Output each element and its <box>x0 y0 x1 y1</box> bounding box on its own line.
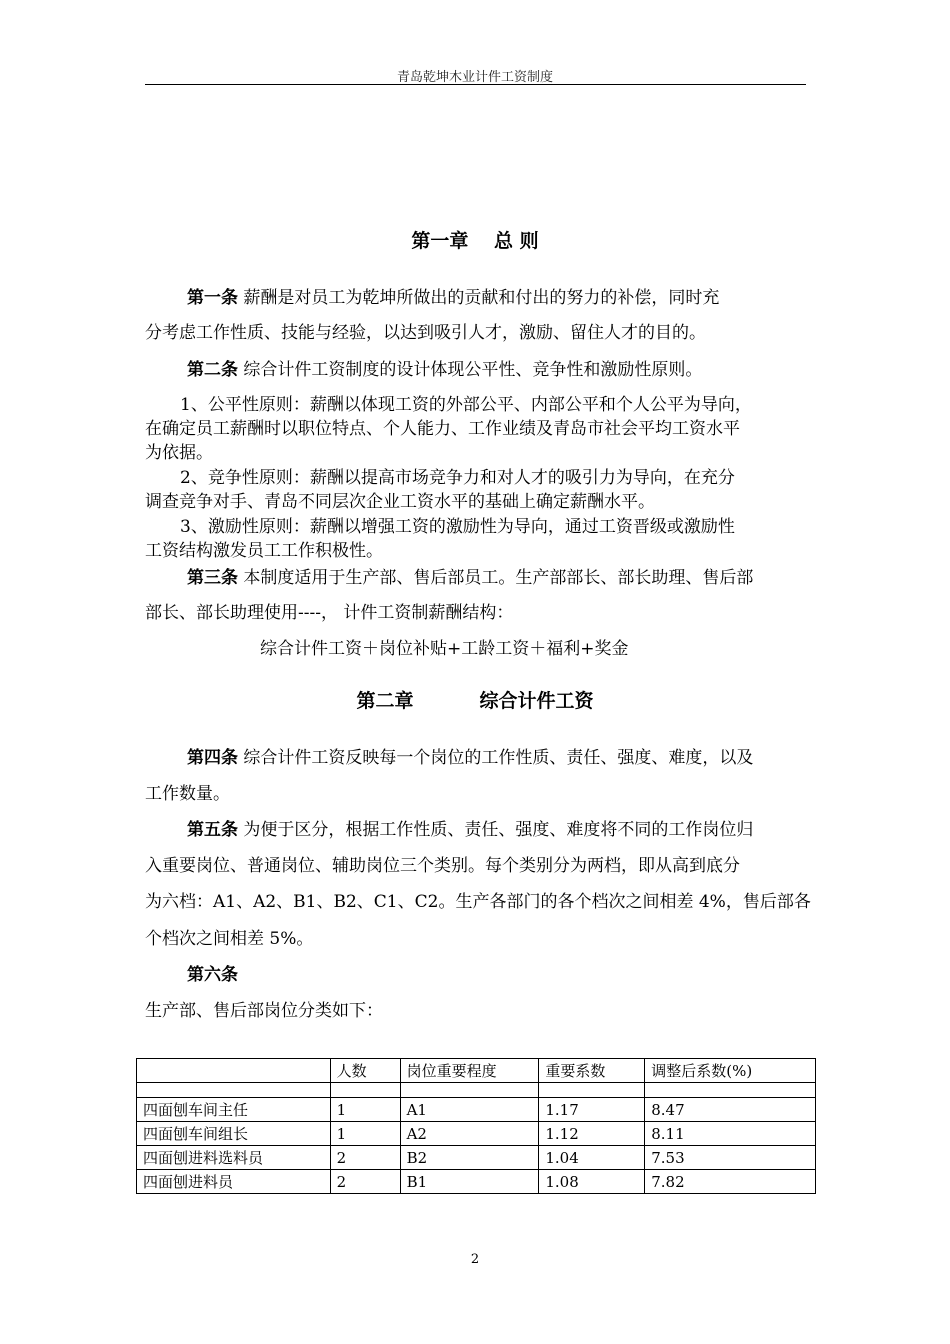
position-classification-table <box>136 1058 816 1194</box>
article-2-label: 第二条 <box>187 360 238 380</box>
article-5-label: 第五条 <box>187 820 238 840</box>
principle-1-line-1: 1、公平性原则：薪酬以体现工资的外部公平、内部公平和个人公平为导向， <box>180 395 752 415</box>
table-cell: 1.04 <box>539 1146 645 1170</box>
table-cell: 四面刨进料选料员 <box>137 1146 331 1170</box>
table-row <box>137 1146 816 1170</box>
article-3-line-1: 第三条 本制度适用于生产部、售后部员工。生产部部长、部长助理、售后部 <box>187 568 754 588</box>
table-header-cell: 重要系数 <box>539 1059 645 1083</box>
article-3-line-2: 部长、部长助理使用----， 计件工资制薪酬结构： <box>145 603 514 623</box>
article-5-line-2: 入重要岗位、普通岗位、辅助岗位三个类别。每个类别分为两档，即从高到底分 <box>145 856 740 876</box>
article-6-line <box>187 964 852 986</box>
chapter-2-title: 第二章 综合计件工资 <box>356 690 594 712</box>
header-divider <box>145 84 806 85</box>
table-row <box>137 1122 816 1146</box>
article-1-line-2: 分考虑工作性质、技能与经验，以达到吸引人才，激励、留住人才的目的。 <box>145 323 706 343</box>
article-5-line-4: 个档次之间相差 5%。 <box>145 929 314 949</box>
principle-1-line-3: 为依据。 <box>145 443 213 463</box>
salary-structure-formula: 综合计件工资＋岗位补贴+工龄工资＋福利+奖金 <box>260 639 629 659</box>
principle-1-line-2: 在确定员工薪酬时以职位特点、个人能力、工作业绩及青岛市社会平均工资水平 <box>145 419 740 439</box>
page-number: 2 <box>470 1252 480 1267</box>
principle-2-line-2: 调查竞争对手、青岛不同层次企业工资水平的基础上确定薪酬水平。 <box>145 492 655 512</box>
table-header-cell <box>137 1059 331 1083</box>
table-cell: A2 <box>400 1122 539 1146</box>
table-cell: 2 <box>330 1170 400 1194</box>
article-5-line-1: 第五条 为便于区分，根据工作性质、责任、强度、难度将不同的工作岗位归 <box>187 820 754 840</box>
principle-3-line-2: 工资结构激发员工工作积极性。 <box>145 541 383 561</box>
table-cell: 8.47 <box>645 1098 816 1122</box>
table-cell: 8.11 <box>645 1122 816 1146</box>
table-cell: B1 <box>400 1170 539 1194</box>
table-cell: B2 <box>400 1146 539 1170</box>
table-row <box>137 1098 816 1122</box>
page-header-title: 青岛乾坤木业计件工资制度 <box>396 70 553 85</box>
table-header-row <box>137 1059 816 1083</box>
article-4-label: 第四条 <box>187 748 238 768</box>
article-4-line-2: 工作数量。 <box>145 784 230 804</box>
article-6-intro: 生产部、售后部岗位分类如下： <box>145 1001 383 1021</box>
table-cell: 1.17 <box>539 1098 645 1122</box>
table-header-cell: 调整后系数(%) <box>645 1059 816 1083</box>
article-3-label: 第三条 <box>187 568 238 588</box>
article-1-label: 第一条 <box>187 288 238 308</box>
table-cell: 7.82 <box>645 1170 816 1194</box>
table-header-cell: 人数 <box>330 1059 400 1083</box>
table-cell: 1.12 <box>539 1122 645 1146</box>
table-cell: 1 <box>330 1122 400 1146</box>
table-cell: 四面刨进料员 <box>137 1170 331 1194</box>
article-6-label: 第六条 <box>187 965 238 985</box>
table-cell: 2 <box>330 1146 400 1170</box>
table-cell: 四面刨车间主任 <box>137 1098 331 1122</box>
principle-2-line-1: 2、竞争性原则：薪酬以提高市场竞争力和对人才的吸引力为导向，在充分 <box>180 468 735 488</box>
chapter-1-title: 第一章 总 则 <box>411 230 539 252</box>
article-1-line-1: 第一条 薪酬是对员工为乾坤所做出的贡献和付出的努力的补偿，同时充 <box>187 288 720 308</box>
table-cell: 1.08 <box>539 1170 645 1194</box>
article-4-line-1: 第四条 综合计件工资反映每一个岗位的工作性质、责任、强度、难度，以及 <box>187 748 754 768</box>
table-cell: 7.53 <box>645 1146 816 1170</box>
article-5-line-3: 为六档：A1、A2、B1、B2、C1、C2。生产各部门的各个档次之间相差 4%，售后部各 <box>145 892 811 912</box>
table-blank-row <box>137 1083 816 1098</box>
table-cell: 1 <box>330 1098 400 1122</box>
table-row <box>137 1170 816 1194</box>
article-2-line: 第二条 综合计件工资制度的设计体现公平性、竞争性和激励性原则。 <box>187 360 703 380</box>
table-header-cell: 岗位重要程度 <box>400 1059 539 1083</box>
principle-3-line-1: 3、激励性原则：薪酬以增强工资的激励性为导向，通过工资晋级或激励性 <box>180 517 735 537</box>
table-cell: A1 <box>400 1098 539 1122</box>
table-cell: 四面刨车间组长 <box>137 1122 331 1146</box>
